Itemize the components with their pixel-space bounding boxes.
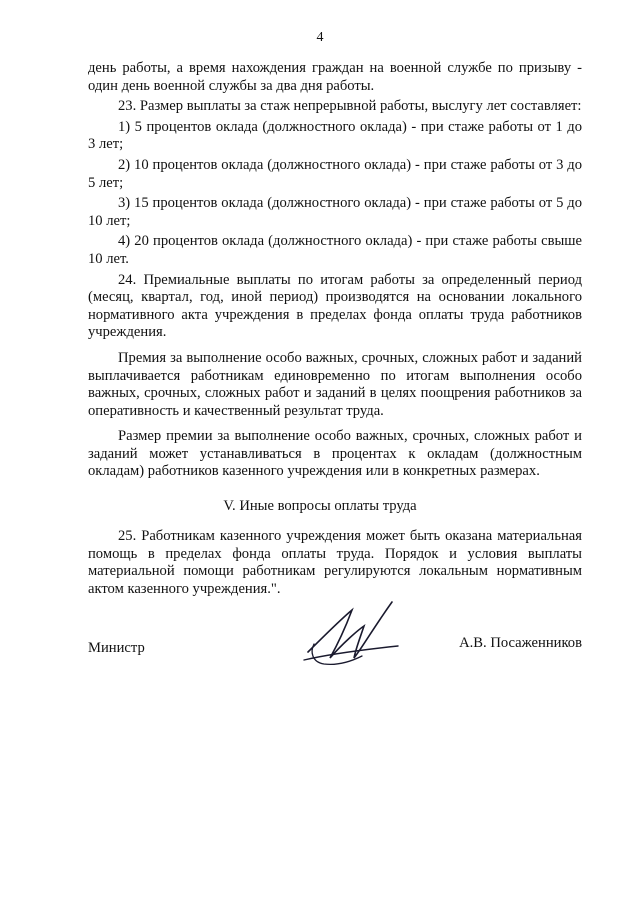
signatory-title: Министр — [88, 640, 145, 656]
signatory-name: А.В. Посаженников — [459, 635, 582, 651]
list-item-1: 1) 5 процентов оклада (должностного оклада) - при стаже работы от 1 до 3 лет; — [88, 118, 582, 153]
paragraph-bonus: Премия за выполнение особо важных, срочных, сложных работ и заданий выплачивается работникам единовременно по итогам выполнения особо важных, срочных, сложных работ и заданий в целях поощрения работников за оперативность и качественный результат труда. — [88, 349, 582, 419]
paragraph-24: 24. Премиальные выплаты по итогам работы за определенный период (месяц, квартал, год, иной период) производятся на основании локального нормативного акта учреждения в пределах фонда оплаты труда работников учреждения. — [88, 271, 582, 341]
section-body — [88, 528, 582, 598]
section-heading: V. Иные вопросы оплаты труда — [223, 498, 417, 514]
paragraph-25: 25. Работникам казенного учреждения может быть оказана материальная помощь в пределах фонда оплаты труда. Порядок и условия выплаты материальной помощи работникам регулируются локальным нормативным актом казенного учреждения.". — [88, 528, 582, 597]
page-number: 4 — [316, 30, 324, 45]
list-item-3: 3) 15 процентов оклада (должностного оклада) - при стаже работы от 5 до 10 лет; — [88, 195, 582, 229]
document-body — [88, 60, 582, 481]
paragraph-bonus-size: Размер премии за выполнение особо важных, срочных, сложных работ и заданий может устанавливаться в процентах к окладам (должностным окладам) работников казенного учреждения или в конкретных размерах. — [88, 428, 582, 480]
paragraph-continuation: день работы, а время нахождения граждан на военной службе по призыву - один день военной службы за два дня работы. — [88, 60, 582, 94]
paragraph-23: 23. Размер выплаты за стаж непрерывной работы, выслугу лет составляет: — [118, 98, 582, 115]
list-item-4: 4) 20 процентов оклада (должностного оклада) - при стаже работы свыше 10 лет. — [88, 233, 582, 267]
handwritten-signature — [300, 600, 410, 670]
list-item-2: 2) 10 процентов оклада (должностного оклада) - при стаже работы от 3 до 5 лет; — [88, 156, 582, 191]
